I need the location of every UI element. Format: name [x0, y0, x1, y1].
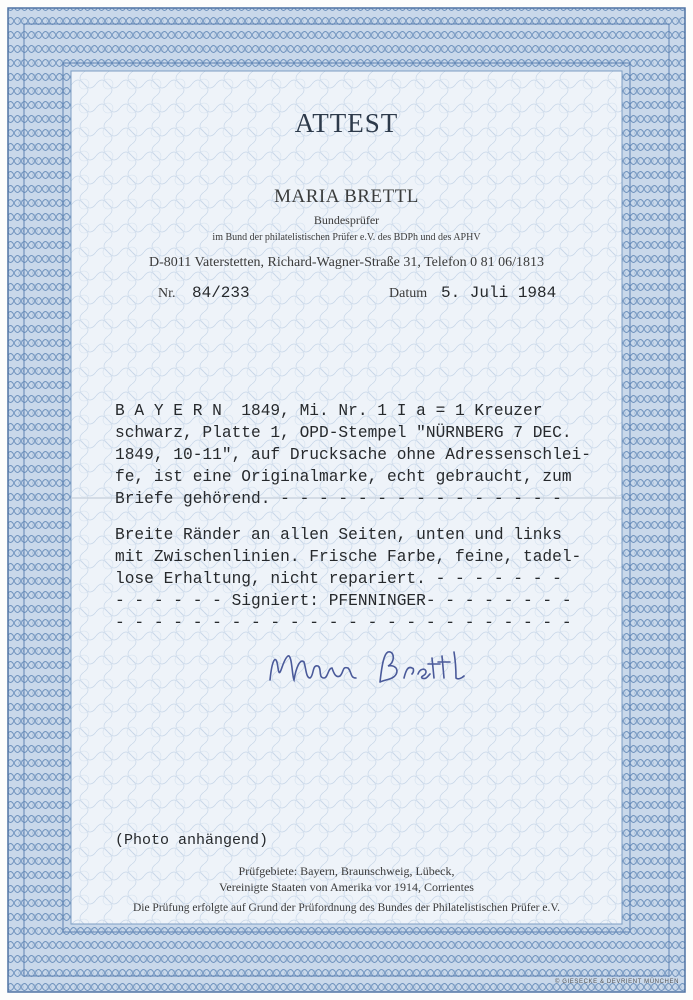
certificate-number: 84/233 — [192, 284, 250, 302]
printer-mark: © GIESECKE & DEVRIENT MÜNCHEN — [554, 979, 679, 985]
certificate-number-label: Nr. — [158, 286, 176, 301]
date-label: Datum — [389, 286, 428, 301]
regulation-line: Die Prüfung erfolgte auf Grund der Prüfordnung des Bundes der Philatelistischen Prüfer e.V. — [132, 902, 561, 914]
examiner-role: Bundesprüfer — [313, 213, 380, 227]
association-line: im Bund der philatelistischen Prüfer e.V. des BDPh und des APHV — [212, 232, 481, 243]
examiner-name: MARIA BRETTL — [274, 186, 419, 207]
description-line: fe, ist eine Originalmarke, echt gebraucht, zum — [115, 468, 572, 486]
description-line: schwarz, Platte 1, OPD-Stempel "NÜRNBERG 7 DEC. — [115, 424, 572, 442]
certificate-title: ATTEST — [294, 108, 399, 138]
description-line: B A Y E R N 1849, Mi. Nr. 1 I a = 1 Kreuzer — [115, 402, 543, 420]
condition-line: lose Erhaltung, nicht repariert. - - - - - - - — [115, 570, 562, 588]
condition-line: - - - - - - - - - - - - - - - - - - - - - - - - — [115, 614, 572, 632]
description-line: Briefe gehörend. - - - - - - - - - - - - - - - — [115, 490, 562, 508]
exam-areas-line: Prüfgebiete: Bayern, Braunschweig, Lübeck, — [238, 864, 455, 878]
condition-line: mit Zwischenlinien. Frische Farbe, feine, tadel- — [115, 548, 582, 566]
examiner-signature — [262, 638, 482, 698]
address-line: D-8011 Vaterstetten, Richard-Wagner-Straße 31, Telefon 0 81 06/1813 — [148, 255, 545, 270]
certificate-date: 5. Juli 1984 — [441, 284, 557, 302]
condition-line: Breite Ränder an allen Seiten, unten und links — [115, 526, 562, 544]
exam-areas-line: Vereinigte Staaten von Amerika vor 1914, Corrientes — [219, 880, 474, 894]
description-line: 1849, 10-11", auf Drucksache ohne Adressenschlei- — [115, 446, 591, 464]
condition-line: - - - - - - Signiert: PFENNINGER- - - - - - - - — [115, 592, 572, 610]
photo-note: (Photo anhängend) — [115, 832, 269, 849]
